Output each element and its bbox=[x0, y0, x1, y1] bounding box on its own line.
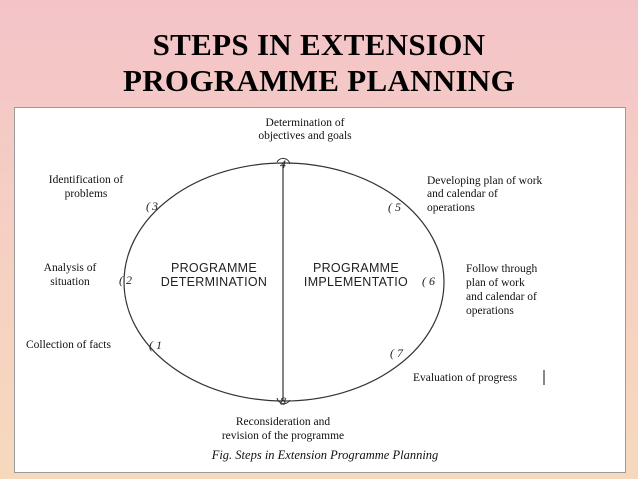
step-4-text-line-1: Determination of bbox=[265, 117, 345, 129]
figure-caption: Fig. Steps in Extension Programme Planning bbox=[211, 448, 439, 462]
step-marker-4 bbox=[277, 157, 290, 171]
step-marker-7 bbox=[390, 346, 404, 360]
step-marker-3 bbox=[146, 199, 158, 213]
svg-text:(: ( bbox=[390, 346, 394, 360]
step-2-text-line-2: situation bbox=[50, 276, 90, 288]
svg-text:(: ( bbox=[149, 338, 153, 352]
svg-text:7: 7 bbox=[397, 346, 403, 360]
svg-text:3: 3 bbox=[152, 199, 158, 213]
svg-text:8: 8 bbox=[280, 394, 286, 408]
step-marker-6 bbox=[422, 274, 435, 288]
step-marker-2 bbox=[119, 273, 132, 287]
left-half-label-line-1: PROGRAMME bbox=[170, 261, 258, 275]
svg-text:1: 1 bbox=[156, 338, 162, 352]
step-6-text-line-2: plan of work bbox=[466, 277, 525, 289]
step-6-text-line-1: Follow through bbox=[466, 263, 538, 275]
slide-title-line-2: PROGRAMME PLANNING bbox=[122, 63, 515, 98]
step-5-text-line-3: operations bbox=[427, 202, 475, 214]
step-3-text-line-1: Identification of bbox=[48, 174, 124, 186]
svg-text:2: 2 bbox=[126, 273, 132, 287]
step-1-text-line-1: Collection of facts bbox=[26, 339, 111, 351]
right-half-label-line-2: IMPLEMENTATIO bbox=[303, 275, 409, 289]
step-7-text-line-1: Evaluation of progress bbox=[413, 372, 518, 384]
step-8-text-line-1: Reconsideration and bbox=[235, 416, 331, 428]
step-5-text-line-2: and calendar of bbox=[427, 188, 498, 200]
step-6-text-line-4: operations bbox=[466, 305, 514, 317]
svg-text:(: ( bbox=[388, 200, 392, 214]
step-3-text-line-2: problems bbox=[64, 188, 108, 200]
right-half-label-line-1: PROGRAMME bbox=[312, 261, 400, 275]
svg-text:5: 5 bbox=[395, 200, 401, 214]
svg-text:6: 6 bbox=[429, 274, 435, 288]
step-5-text-line-1: Developing plan of work bbox=[427, 175, 543, 187]
left-half-label-line-2: DETERMINATION bbox=[160, 275, 268, 289]
step-2-text-line-1: Analysis of bbox=[43, 262, 97, 274]
svg-text:4: 4 bbox=[280, 157, 286, 171]
step-marker-1 bbox=[149, 338, 162, 352]
svg-text:(: ( bbox=[119, 273, 123, 287]
step-6-text-line-3: and calendar of bbox=[466, 291, 537, 303]
svg-text:(: ( bbox=[422, 274, 426, 288]
slide-title-line-1: STEPS IN EXTENSION bbox=[152, 27, 486, 62]
svg-text:(: ( bbox=[146, 199, 150, 213]
step-marker-5 bbox=[388, 200, 401, 214]
step-4-text-line-2: objectives and goals bbox=[258, 130, 352, 142]
step-8-text-line-2: revision of the programme bbox=[221, 430, 345, 442]
